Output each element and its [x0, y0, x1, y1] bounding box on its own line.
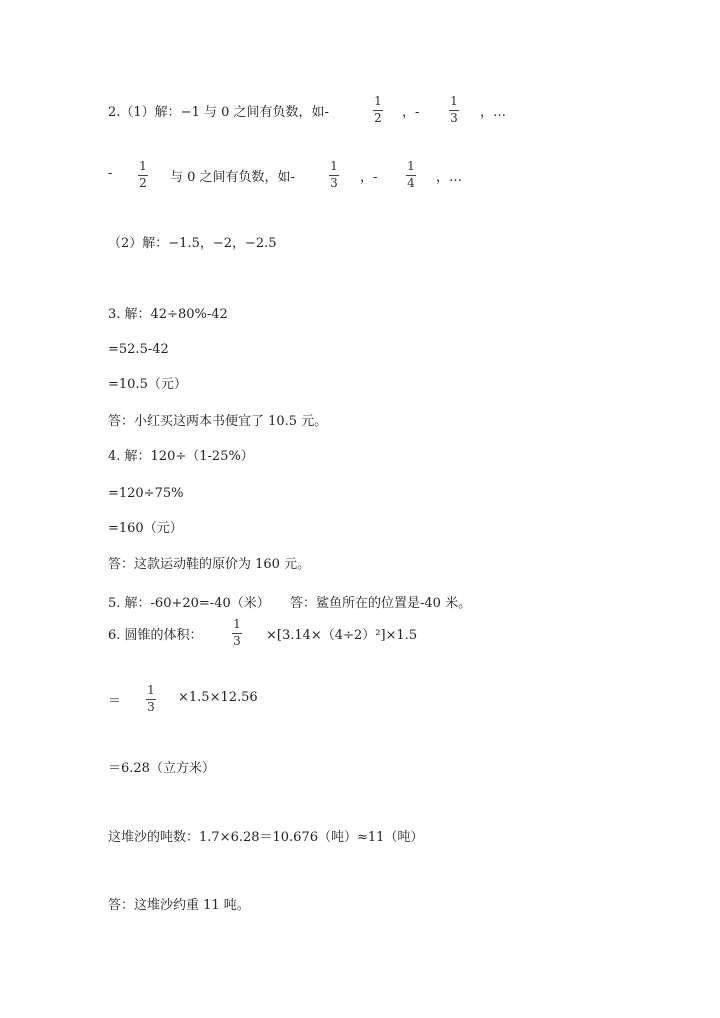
- q2-line1-end: ，…: [480, 105, 507, 120]
- q2-line2-prefix: -: [108, 166, 113, 181]
- q2-part2: （2）解：−1.5，−2，−2.5: [108, 236, 277, 251]
- fraction-numerator: 1: [139, 159, 147, 173]
- fraction-denominator: 3: [147, 700, 155, 714]
- q3-line2: =52.5-42: [108, 342, 169, 357]
- q6-line2-prefix: ＝: [108, 694, 122, 709]
- q6-line2-rest: ×1.5×12.56: [178, 690, 258, 705]
- q2-line1-fraction-1: [372, 95, 384, 125]
- q2-line1-prefix: 2.（1）解：−1 与 0 之间有负数，如-: [108, 105, 329, 120]
- q6-line1-rest: ×[3.14×（4÷2）²]×1.5: [266, 628, 418, 643]
- q2-line2-fraction-3: [405, 160, 417, 190]
- fraction-denominator: 2: [139, 176, 147, 190]
- q2-line1-fraction-2: [448, 95, 460, 125]
- q6-line3: ＝6.28（立方米）: [108, 761, 215, 776]
- fraction-numerator: 1: [450, 94, 458, 108]
- fraction-numerator: 1: [233, 617, 241, 631]
- q6-line4: 这堆沙的吨数：1.7×6.28＝10.676（吨）≈11（吨）: [108, 830, 424, 845]
- q4-line2: =120÷75%: [108, 486, 184, 501]
- q4-line1: 4. 解：120÷（1-25%）: [108, 449, 254, 464]
- q4-line3: =160（元）: [108, 521, 183, 536]
- q6-line2-fraction: [145, 684, 157, 714]
- q2-line2-fraction-1: [137, 160, 149, 190]
- fraction-denominator: 2: [374, 111, 382, 125]
- q3-answer: 答：小红买这两本书便宜了 10.5 元。: [108, 414, 328, 429]
- q5-answer: 答：鲨鱼所在的位置是-40 米。: [290, 596, 472, 611]
- q2-line2-sep: ，-: [360, 170, 378, 185]
- fraction-denominator: 3: [450, 111, 458, 125]
- fraction-numerator: 1: [330, 159, 338, 173]
- fraction-denominator: 3: [330, 176, 338, 190]
- fraction-denominator: 4: [407, 176, 415, 190]
- fraction-numerator: 1: [407, 159, 415, 173]
- fraction-numerator: 1: [147, 683, 155, 697]
- q4-answer: 答：这款运动鞋的原价为 160 元。: [108, 557, 311, 572]
- q2-line2-fraction-2: [328, 160, 340, 190]
- fraction-denominator: 3: [233, 634, 241, 648]
- q3-line3: =10.5（元）: [108, 377, 187, 392]
- q6-answer: 答：这堆沙约重 11 吨。: [108, 898, 250, 913]
- q2-line2-end: ，…: [436, 170, 463, 185]
- q2-line1-sep: ，-: [402, 105, 420, 120]
- fraction-numerator: 1: [374, 94, 382, 108]
- q6-line1-fraction: [231, 618, 243, 648]
- q2-line2-mid: 与 0 之间有负数，如-: [170, 170, 295, 185]
- q3-line1: 3. 解：42÷80%-42: [108, 307, 228, 322]
- q5-solution: 5. 解：-60+20=-40（米）: [108, 596, 270, 611]
- q6-line1-prefix: 6. 圆锥的体积：: [108, 628, 203, 643]
